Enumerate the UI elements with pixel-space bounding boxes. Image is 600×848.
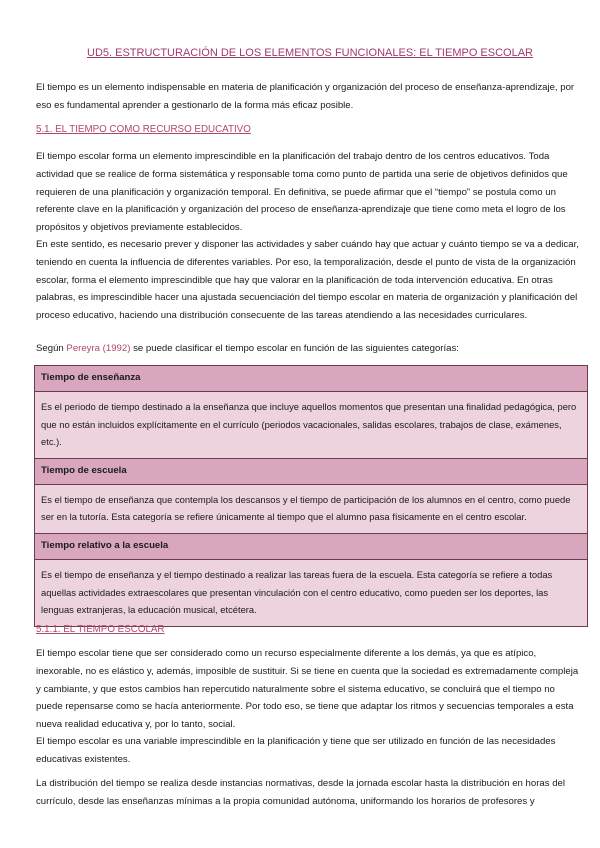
category-description: Es el periodo de tiempo destinado a la enseñanza que incluye aquellos momentos que presentan una finalidad pedagógica, pero que no están incluidos explícitamente en el currículo (periodos vacacionales, salidas escolares, trabajos de clase, exámenes, etc.). [35, 392, 587, 459]
intro-paragraph: El tiempo es un elemento indispensable en materia de planificación y organización del proceso de enseñanza-aprendizaje, por eso es fundamental aprender a gestionarlo de la forma más eficaz posible. [36, 82, 575, 111]
citation-link[interactable]: Pereyra (1992) [66, 343, 131, 354]
paragraph-text: Según [36, 343, 64, 354]
section-heading-5-1: 5.1. EL TIEMPO COMO RECURSO EDUCATIVO [36, 124, 251, 135]
page-title: UD5. ESTRUCTURACIÓN DE LOS ELEMENTOS FUNCIONALES: EL TIEMPO ESCOLAR [87, 47, 533, 59]
section-5-1-1-paragraph-1: El tiempo escolar tiene que ser considerado como un recurso especialmente diferente a los demás, ya que es atípico, inexorable, no es elástico y, además, imposible de sustituir. Si se tiene en cuenta que la sociedad es extremadamente compleja y cambiante, y que estos cambios han repercutido naturalmente sobre el sistema educativo, se concluirá que el tiempo no puede repensarse como se hacía anteriormente. Por todo eso, se tiene que adaptar los ritmos y secuencias temporales a esta nueva realidad educativa y, por lo tanto, social. [36, 648, 579, 731]
section-5-1-paragraph-2: En este sentido, es necesario prever y disponer las actividades y saber cuándo hay que actuar y cuánto tiempo se va a dedicar, teniendo en cuenta la influencia de diferentes variables. Por eso, la temporalización, desde el punto de vista de la organización escolar, forma el elemento imprescindible que hay que valorar en la planificación de toda intervención educativa. En otras palabras, es imprescindible hacer una ajustada secuenciación del tiempo escolar en materia de organización y planificación del proceso educativo, haciendo una distribución consecuente de las tareas atendiendo a las necesidades curriculares. [36, 239, 579, 322]
paragraph-text: se puede clasificar el tiempo escolar en función de las siguientes categorías: [133, 343, 459, 354]
section-5-1-1-paragraph-3: La distribución del tiempo se realiza desde instancias normativas, desde la jornada escolar hasta la distribución en horas del currículo, desde las enseñanzas mínimas a la propia comunidad autónoma, uniformando los horarios de profesores y [36, 778, 566, 807]
categories-table [34, 365, 588, 627]
category-header: Tiempo de escuela [35, 459, 587, 485]
section-5-1-1-paragraph-2: El tiempo escolar es una variable imprescindible en la planificación y tiene que ser utilizado en función de las necesidades educativas existentes. [36, 736, 556, 765]
category-header: Tiempo relativo a la escuela [35, 534, 587, 560]
section-heading-5-1-1: 5.1.1. EL TIEMPO ESCOLAR [36, 624, 165, 635]
category-header: Tiempo de enseñanza [35, 366, 587, 392]
section-5-1-paragraph-1: El tiempo escolar forma un elemento imprescindible en la planificación del trabajo dentro de los centros educativos. Toda actividad que se realice de forma sistemática y responsable toma como punto de partida una serie de objetivos definidos que requieren de una planificación y organización temporal. En definitiva, se puede afirmar que el “tiempo” se postula como un referente clave en la planificación y organización del proceso de enseñanza-aprendizaje que tiene como meta el logro de los propósitos y objetivos previamente establecidos. [36, 151, 568, 234]
section-5-1-paragraph-3 [36, 340, 581, 358]
category-description: Es el tiempo de enseñanza que contempla los descansos y el tiempo de participación de los alumnos en el centro, como puede ser en la tutoría. Esta categoría se refiere únicamente al tiempo que el alumno pasa físicamente en el centro escolar. [35, 485, 587, 534]
category-description: Es el tiempo de enseñanza y el tiempo destinado a realizar las tareas fuera de la escuela. Esta categoría se refiere a todas aquellas actividades extraescolares que presentan vinculación con el centro educativo, como pueden ser los deportes, las lenguas extranjeras, la educación musical, etcétera. [35, 560, 587, 627]
